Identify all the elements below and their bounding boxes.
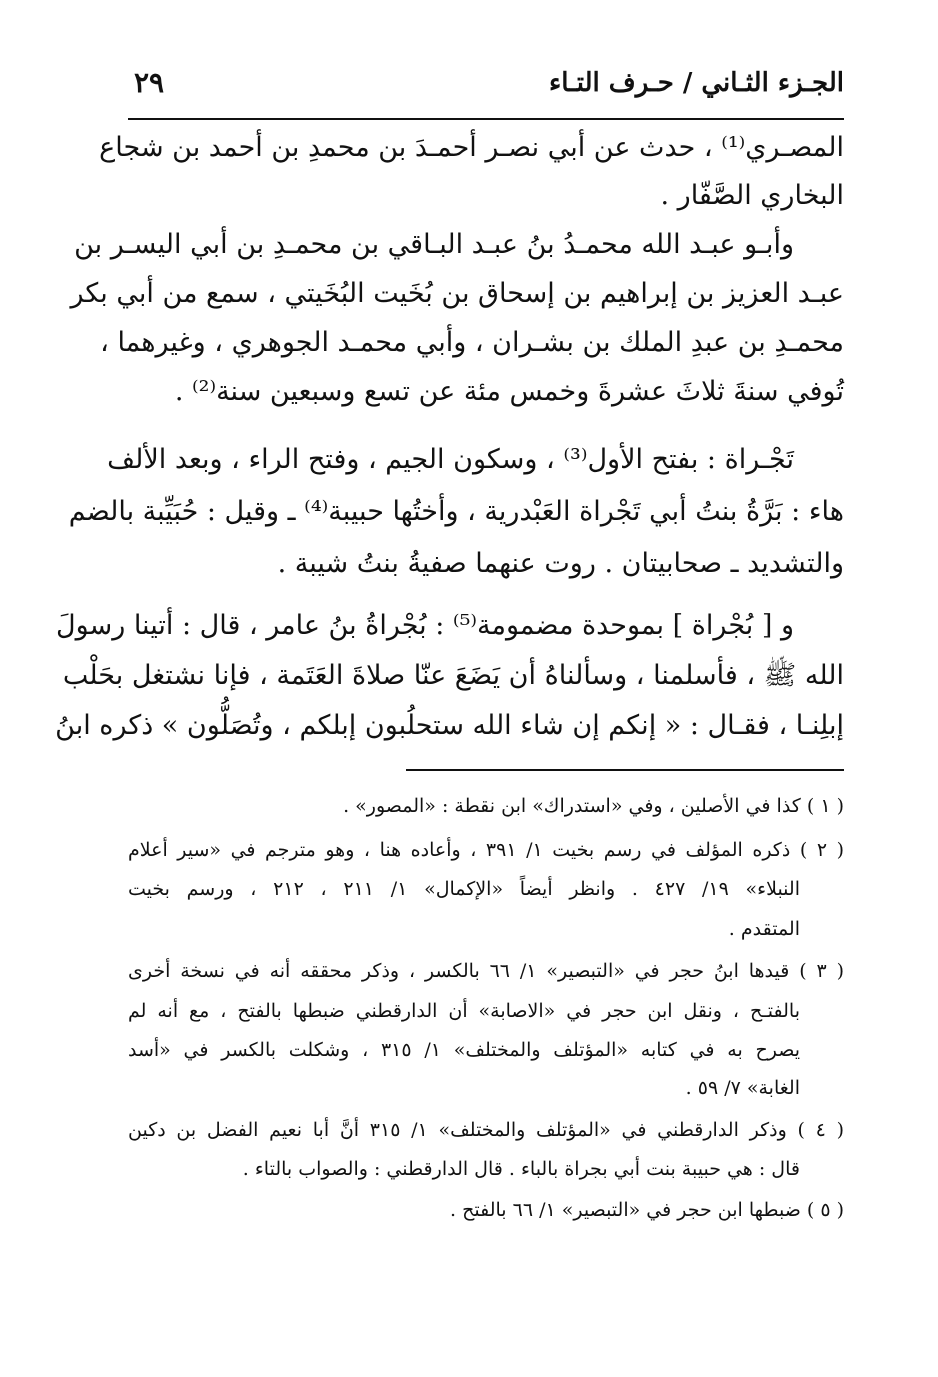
- footnote-line: ( ٣ ) قيدها ابنُ حجر في «التبصير» ١/ ٦٦ بالكسر ، وذكر محققه أنه في نسخة أخرى: [128, 960, 844, 982]
- footnote-line: النبلاء» ١٩/ ٤٢٧ . وانظر أيضاً «الإكمال» ١/ ٢١١ ، ٢١٢ ، ورسم بخيت: [128, 878, 800, 900]
- body-line: محمـدِ بن عبدِ الملك بن بشـران ، وأبي محمـد الجوهري ، وغيرهما ،: [100, 327, 844, 358]
- body-line: تَجْـراة : بفتح الأول⁽³⁾ ، وسكون الجيم ، وفتح الراء ، وبعد الألف: [107, 444, 794, 475]
- footnote-line: بالفتـح ، ونقل ابن حجر في «الاصابة» أن الدارقطني ضبطها بالفتح ، مع أنه لم: [128, 1000, 800, 1022]
- footnote-line: ( ٢ ) ذكره المؤلف في رسم بخيت ١/ ٣٩١ ، وأعاده هنا ، وهو مترجم في «سير أعلام: [128, 839, 844, 861]
- footnote-line: الغابة» ٧/ ٥٩ .: [685, 1077, 800, 1099]
- body-line: البخاري الصَّفّار .: [660, 180, 844, 211]
- body-line: والتشديد ـ صحابيتان . روت عنهما صفيةُ بنتُ شيبة .: [277, 548, 844, 579]
- body-line: عبـد العزيز بن إبراهيم بن إسحاق بن بُخَيت البُخَيتي ، سمع من أبي بكر: [70, 278, 844, 309]
- page-number: ٢٩: [134, 66, 165, 99]
- footnote-line: ( ٤ ) وذكر الدارقطني في «المؤتلف والمختلف» ١/ ٣١٥ أنَّ أبا نعيم الفضل بن دكين: [128, 1119, 844, 1141]
- footnote-line: ( ١ ) كذا في الأصلين ، وفي «استدراك» ابن نقطة : «المصور» .: [343, 795, 844, 817]
- footnote-line: قال : هي حبيبة بنت أبي بجراة بالباء . قال الدارقطني : والصواب بالتاء .: [242, 1158, 800, 1180]
- body-line: وأبـو عبـد الله محمـدُ بنُ عبـد البـاقي بن محمـدِ بن أبي اليسـر بن: [74, 229, 794, 260]
- footnote-line: يصرح به في كتابه «المؤتلف والمختلف» ١/ ٣١٥ ، وشكلت بالكسر في «أسد: [128, 1039, 800, 1061]
- body-line: هاء : بَرَّةُ بنتُ أبي تَجْراة العَبْدرية ، وأختُها حبيبة⁽⁴⁾ ـ وقيل : حُبَيِّبة بالضم: [68, 496, 844, 527]
- body-line: الله ﷺ ، فأسلمنا ، وسألناهُ أن يَضَعَ عنّا صلاةَ العَتَمة ، فإنا نشتغل بحَلْب: [62, 660, 844, 691]
- footnote-divider: [406, 769, 844, 771]
- body-line: إبلِنـا ، فقـال : « إنكم إن شاء الله ستحلُبون إبلكم ، وتُصَلُّون » ذكره ابنُ: [55, 710, 844, 741]
- header-divider: [128, 118, 844, 120]
- body-line: تُوفي سنةَ ثلاثَ عشرةَ وخمس مئة عن تسع وسبعين سنة⁽²⁾ .: [174, 376, 844, 407]
- footnote-line: ( ٥ ) ضبطها ابن حجر في «التبصير» ١/ ٦٦ بالفتح .: [450, 1199, 844, 1221]
- footnote-line: المتقدم .: [728, 918, 800, 940]
- running-title: الجـزء الثـاني / حـرف التـاء: [548, 68, 844, 98]
- body-line: و [ بُجْراة ] بموحدة مضمومة⁽⁵⁾ : بُجْراةُ بنُ عامر ، قال : أتينا رسولَ: [56, 610, 794, 641]
- body-line: المصـري⁽¹⁾ ، حدث عن أبي نصـر أحمـدَ بن محمدِ بن أحمد بن شجاع: [99, 132, 844, 163]
- page-header: [128, 60, 844, 114]
